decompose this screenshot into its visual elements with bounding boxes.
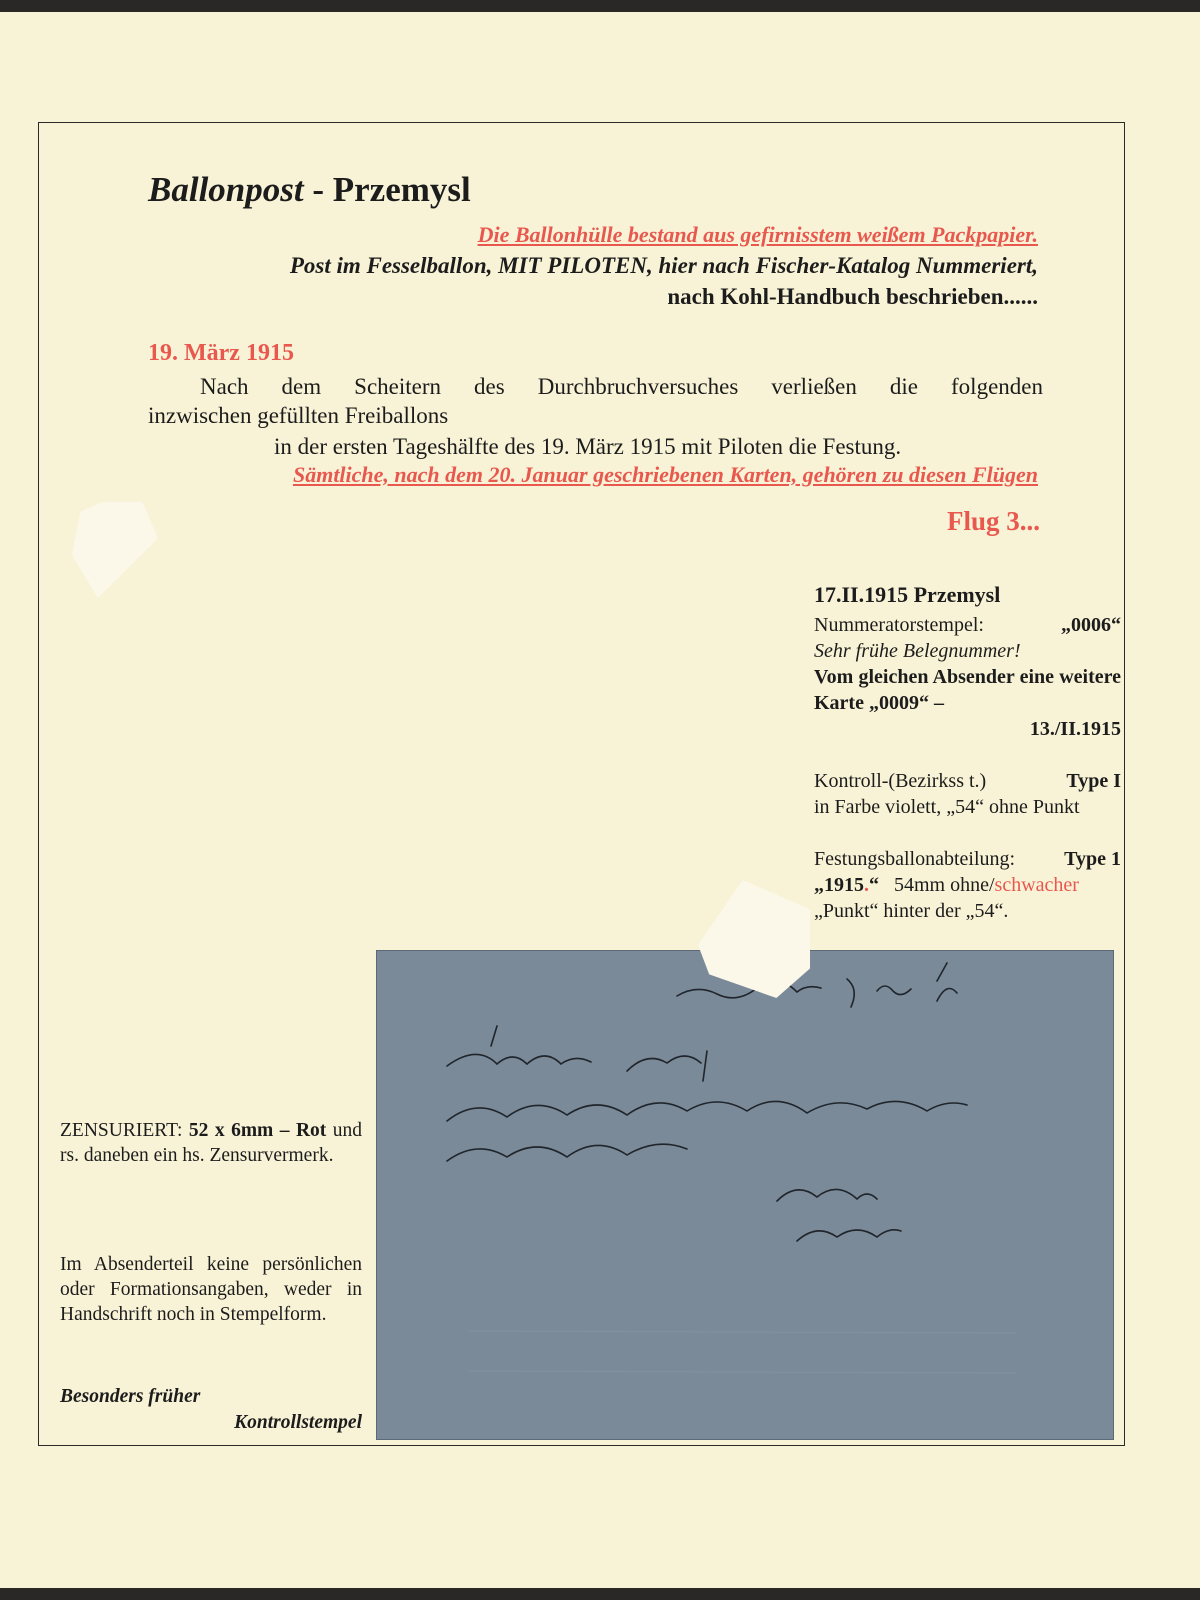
postcard-image bbox=[376, 950, 1114, 1440]
festung-tail: „Punkt“ hinter der „54“. bbox=[814, 900, 1009, 922]
zensur-block bbox=[60, 1118, 362, 1168]
festung-dot: . bbox=[864, 874, 869, 896]
zensur-label: ZENSURIERT: bbox=[60, 1120, 183, 1141]
same-sender-note: Vom gleichen Absender eine weitere Karte „0009“ – bbox=[814, 666, 1121, 714]
subtitle-line-3: nach Kohl-Handbuch beschrieben...... bbox=[667, 284, 1038, 309]
absender-note: Im Absenderteil keine persönlichen oder Formationsangaben, weder in Handschrift noch in Stempelform. bbox=[60, 1254, 362, 1325]
zensur-bold: 52 x 6mm – Rot bbox=[188, 1120, 327, 1141]
festung-type: Type 1 bbox=[1064, 848, 1121, 870]
card-heading: 17.II.1915 Przemysl bbox=[814, 582, 1001, 607]
festung-detail bbox=[814, 872, 1121, 898]
early-stamp-1: Besonders früher bbox=[60, 1386, 201, 1407]
festung-row bbox=[814, 846, 1121, 872]
subtitle-line-2: Post im Fesselballon, MIT PILOTEN, hier nach Fischer-Katalog Nummeriert, bbox=[289, 253, 1038, 278]
festung-quote: “ bbox=[869, 874, 879, 896]
numerator-label: Nummeratorstempel: bbox=[814, 614, 984, 636]
numerator-value: „0006“ bbox=[1061, 614, 1121, 636]
numerator-row bbox=[814, 612, 1121, 638]
zensur-rest: und rs. daneben ein hs. Zensurvermerk. bbox=[60, 1120, 363, 1166]
handwriting-icon bbox=[377, 951, 1113, 1439]
page-title: Ballonpost - Przemysl bbox=[148, 170, 471, 209]
red-subtitle: Die Ballonhülle bestand aus gefirnisstem weißem Packpapier. bbox=[477, 222, 1038, 247]
festung-red: schwacher bbox=[994, 874, 1079, 896]
flight-label: Flug 3... bbox=[946, 506, 1040, 536]
intro-date: 19. März 1915 bbox=[148, 340, 294, 366]
intro-text-3: in der ersten Tageshälfte des 19. März 1915 mit Piloten die Festung. bbox=[274, 434, 902, 459]
early-stamp-2: Kontrollstempel bbox=[234, 1412, 362, 1433]
kontroll-row bbox=[814, 768, 1121, 794]
red-note: Sämtliche, nach dem 20. Januar geschriebenen Karten, gehören zu diesen Flügen bbox=[292, 462, 1038, 487]
same-sender-date: 13./II.1915 bbox=[1029, 718, 1121, 740]
kontroll-label: Kontroll-(Bezirkss t.) bbox=[814, 770, 987, 792]
festung-label: Festungsballonabteilung: bbox=[814, 848, 1016, 870]
kontroll-type: Type I bbox=[1066, 770, 1121, 792]
festung-mm: 54mm ohne/ bbox=[894, 874, 995, 896]
festung-year: „1915 bbox=[814, 874, 864, 896]
album-page bbox=[0, 12, 1200, 1588]
intro-text-1: Nach dem Scheitern des Durchbruchversuches verließen die folgenden bbox=[200, 374, 1043, 399]
intro-text-2: inzwischen gefüllten Freiballons bbox=[148, 403, 449, 428]
early-number-note: Sehr frühe Belegnummer! bbox=[814, 640, 1021, 662]
kontroll-desc: in Farbe violett, „54“ ohne Punkt bbox=[814, 796, 1080, 818]
